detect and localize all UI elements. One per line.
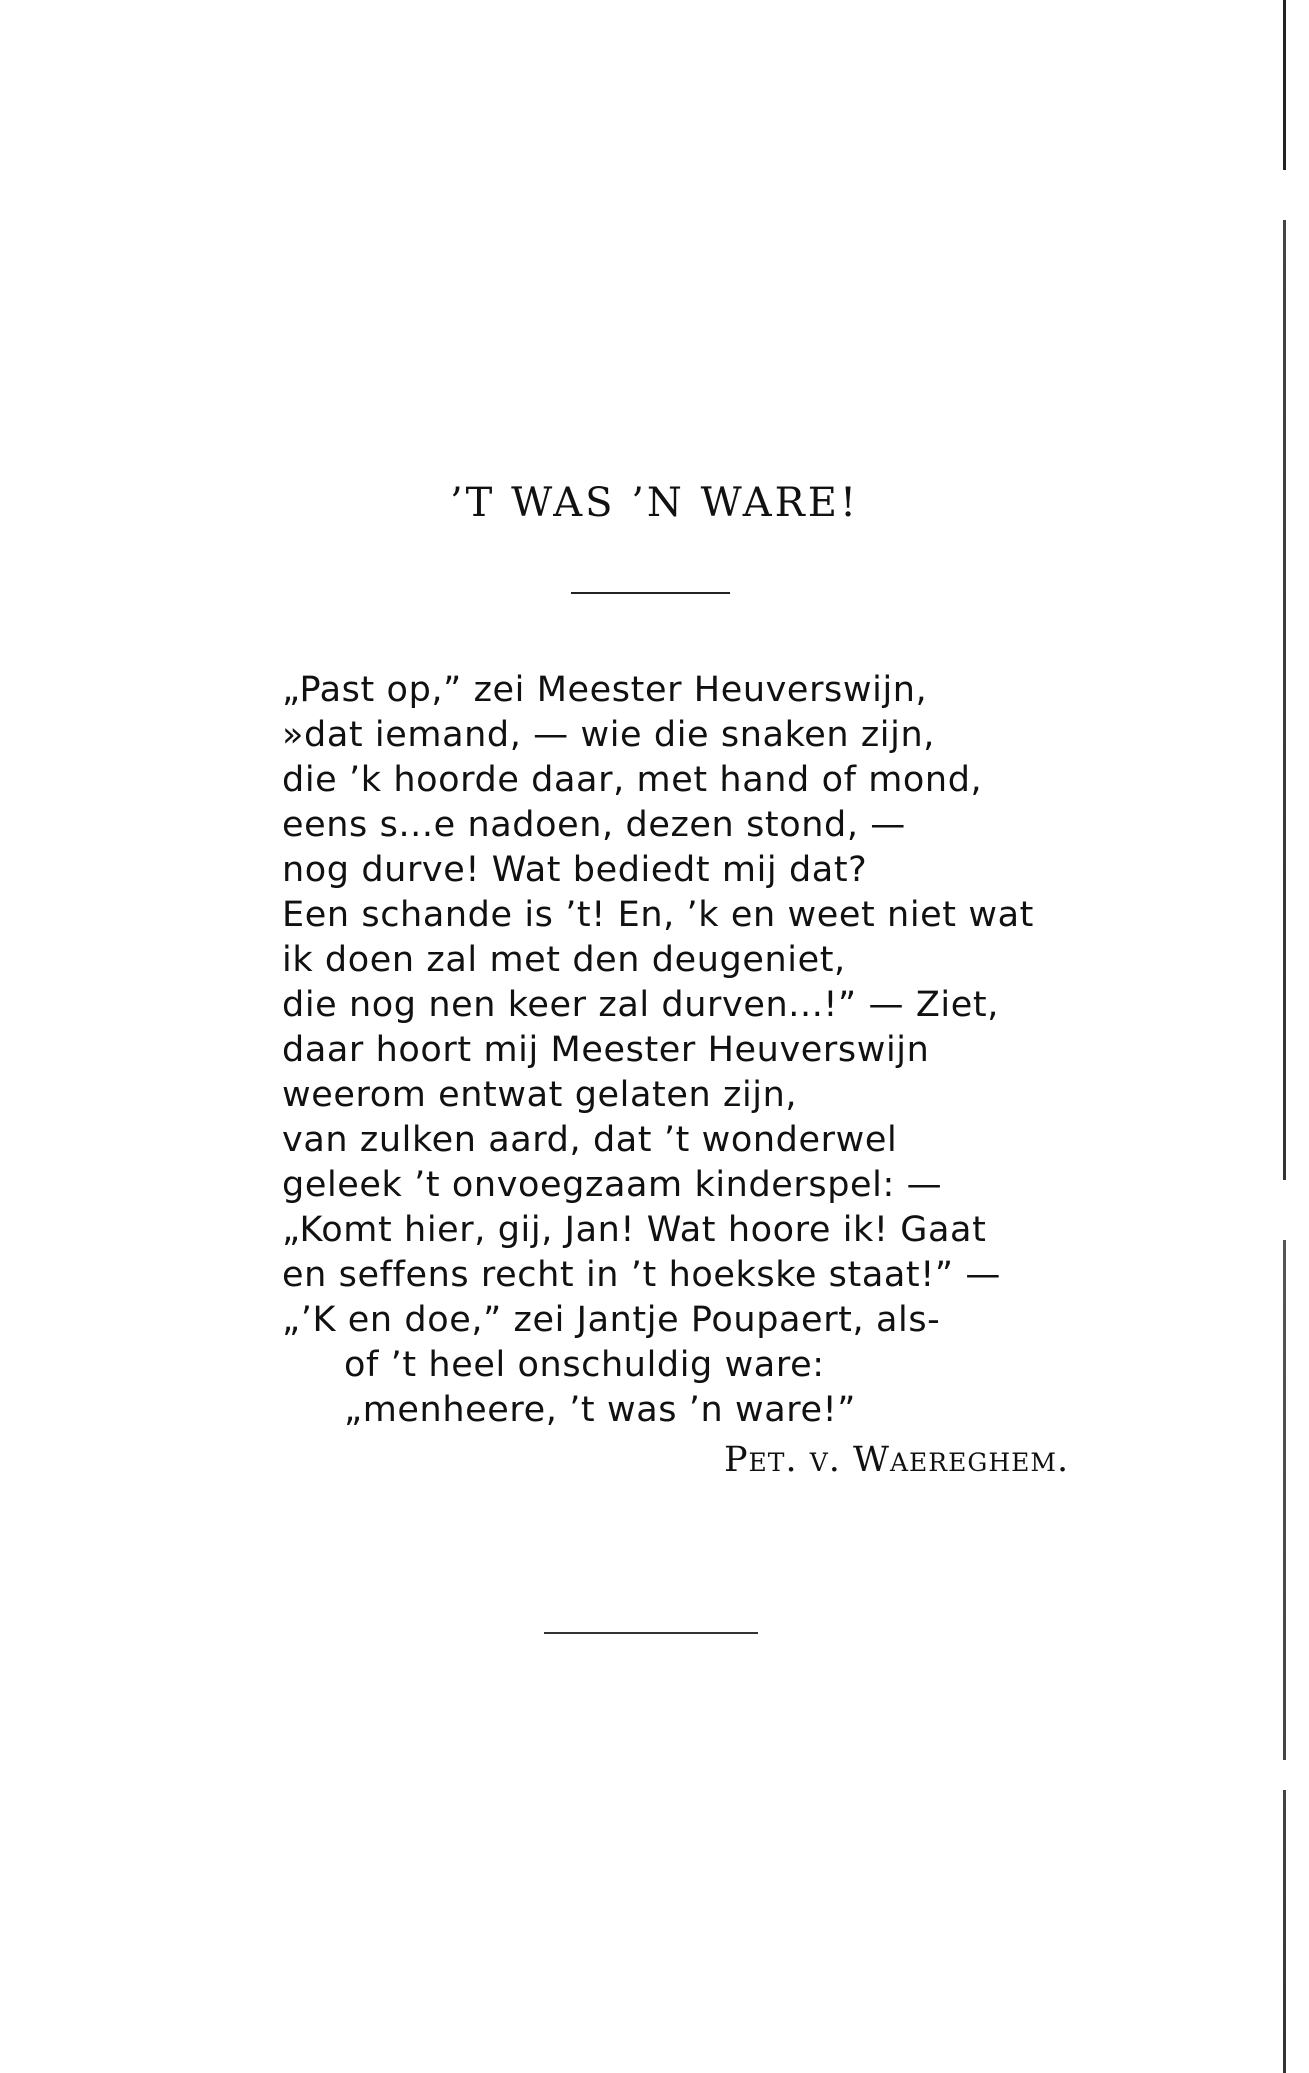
poem-line: „’K en doe,” zei Jantje Poupaert, als- [282, 1300, 941, 1340]
poem-title: ’T WAS ’N WARE! [449, 480, 860, 526]
poem-body [282, 668, 1182, 1433]
poem-line: of ’t heel onschuldig ware: [344, 1345, 825, 1385]
author-signature: Pet. v. Waereghem. [724, 1440, 1070, 1480]
poem-line: eens s...e nadoen, dezen stond, — [282, 805, 906, 845]
page-binding-edge [1283, 0, 1286, 2073]
poem-line: die ’k hoorde daar, met hand of mond, [282, 760, 983, 800]
poem-line: »dat iemand, — wie die snaken zijn, [282, 715, 935, 755]
poem-line: nog durve! Wat bediedt mij dat? [282, 850, 868, 890]
poem-line: weerom entwat gelaten zijn, [282, 1075, 798, 1115]
poem-line: van zulken aard, dat ’t wonderwel [282, 1120, 898, 1160]
poem-line: „menheere, ’t was ’n ware!” [344, 1390, 857, 1430]
poem-line: en seffens recht in ’t hoekske staat!” — [282, 1255, 1001, 1295]
poem-line: daar hoort mij Meester Heuverswijn [282, 1030, 930, 1070]
poem-line: geleek ’t onvoegzaam kinderspel: — [282, 1165, 943, 1205]
title-divider [571, 592, 730, 594]
end-divider [544, 1632, 758, 1634]
poem-line: Een schande is ’t! En, ’k en weet niet wat [282, 895, 1034, 935]
poem-line: ik doen zal met den deugeniet, [282, 940, 846, 980]
poem-line: „Past op,” zei Meester Heuverswijn, [282, 670, 928, 710]
poem-line: die nog nen keer zal durven...!” — Ziet, [282, 985, 999, 1025]
poem-line: „Komt hier, gij, Jan! Wat hoore ik! Gaat [282, 1210, 987, 1250]
